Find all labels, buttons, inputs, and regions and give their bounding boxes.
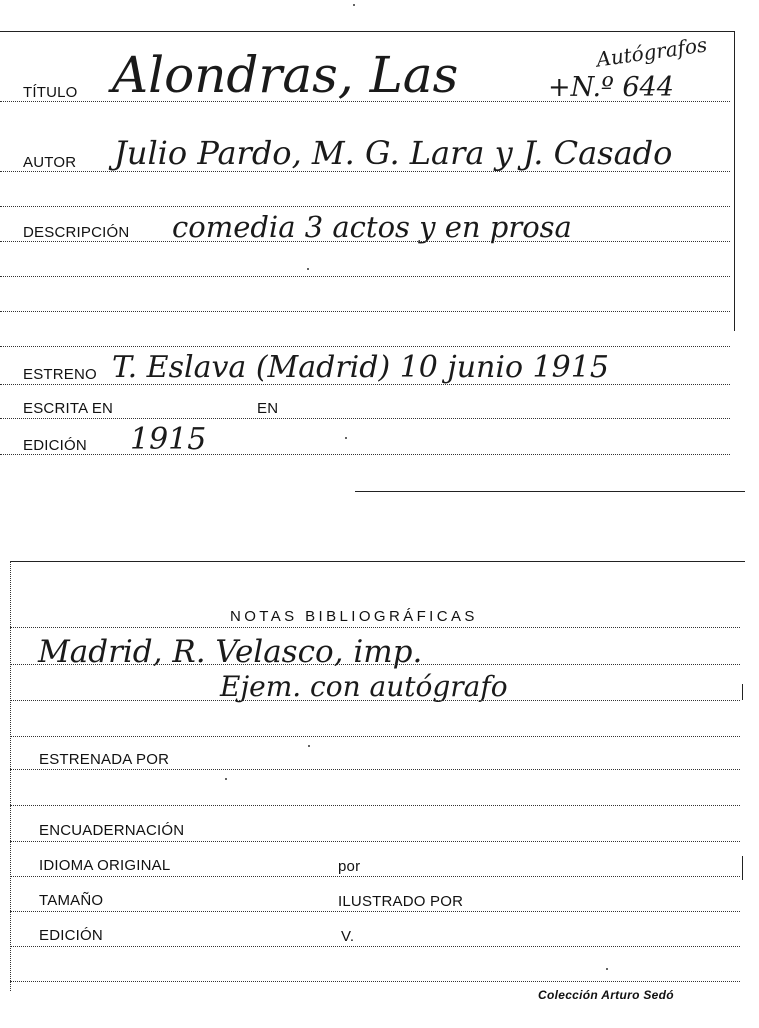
escrita-en-label: ESCRITA EN [23,400,114,417]
bottom-card-edge-mark-2 [742,856,743,880]
card-edge-line [355,491,745,492]
blank-line-1 [0,206,730,207]
bottom-card-border-top [10,561,745,562]
autor-line [0,171,730,172]
speck [308,745,310,747]
edicion-bottom-line [10,946,740,947]
edicion-value: 1915 [130,422,207,457]
estreno-label: ESTRENO [23,366,97,383]
notes-line-1 [10,664,740,665]
estreno-value: T. Eslava (Madrid) 10 junio 1915 [112,350,609,385]
collection-footer: Colección Arturo Sedó [538,988,674,1002]
speck [606,968,608,970]
notas-heading: NOTAS BIBLIOGRÁFICAS [230,608,478,625]
notes-handwritten-line-1: Madrid, R. Velasco, imp. [38,634,423,670]
descripcion-label: DESCRIPCIÓN [23,224,130,241]
por-label: por [338,858,361,875]
edicion-label: EDICIÓN [23,437,87,454]
encuadernacion-label: ENCUADERNACIÓN [39,822,185,839]
estrenada-por-label: ESTRENADA POR [39,751,170,768]
notas-heading-line [10,627,740,628]
blank-line-3 [0,311,730,312]
v-label: V. [341,928,355,945]
encuadernacion-line [10,841,740,842]
idioma-line [10,876,740,877]
bottom-card-border-left [10,561,11,991]
titulo-line [0,101,730,102]
en-label: EN [257,400,279,417]
tamano-line [10,911,740,912]
ilustrado-por-label: ILUSTRADO POR [338,893,464,910]
blank-line-4 [0,346,730,347]
edicion-bottom-label: EDICIÓN [39,927,103,944]
notes-line-2 [10,700,740,701]
bottom-card-edge-mark-1 [742,684,743,700]
speck [353,4,355,6]
titulo-value: Alondras, Las [112,46,459,104]
autor-value: Julio Pardo, M. G. Lara y J. Casado [114,134,673,172]
speck [345,437,347,439]
tamano-label: TAMAÑO [39,892,104,909]
estreno-line [0,384,730,385]
notes-handwritten-line-2: Ejem. con autógrafo [220,670,508,703]
corner-note-autografos: Autógrafos [594,32,709,72]
top-card-border-right [734,31,735,331]
bottom-line [10,981,740,982]
blank-line-2 [0,276,730,277]
idioma-original-label: IDIOMA ORIGINAL [39,857,171,874]
descripcion-line [0,241,730,242]
speck [225,778,227,780]
autor-label: AUTOR [23,154,77,171]
estrenada-por-line [10,769,740,770]
descripcion-value: comedia 3 actos y en prosa [172,210,572,244]
escrita-en-line [0,418,730,419]
edicion-line [0,454,730,455]
catalog-number: +N.º 644 [548,72,674,103]
notes-line-3 [10,736,740,737]
blank-line-5 [10,805,740,806]
speck [307,268,309,270]
titulo-label: TÍTULO [23,84,78,101]
top-card-border-top [0,31,735,32]
